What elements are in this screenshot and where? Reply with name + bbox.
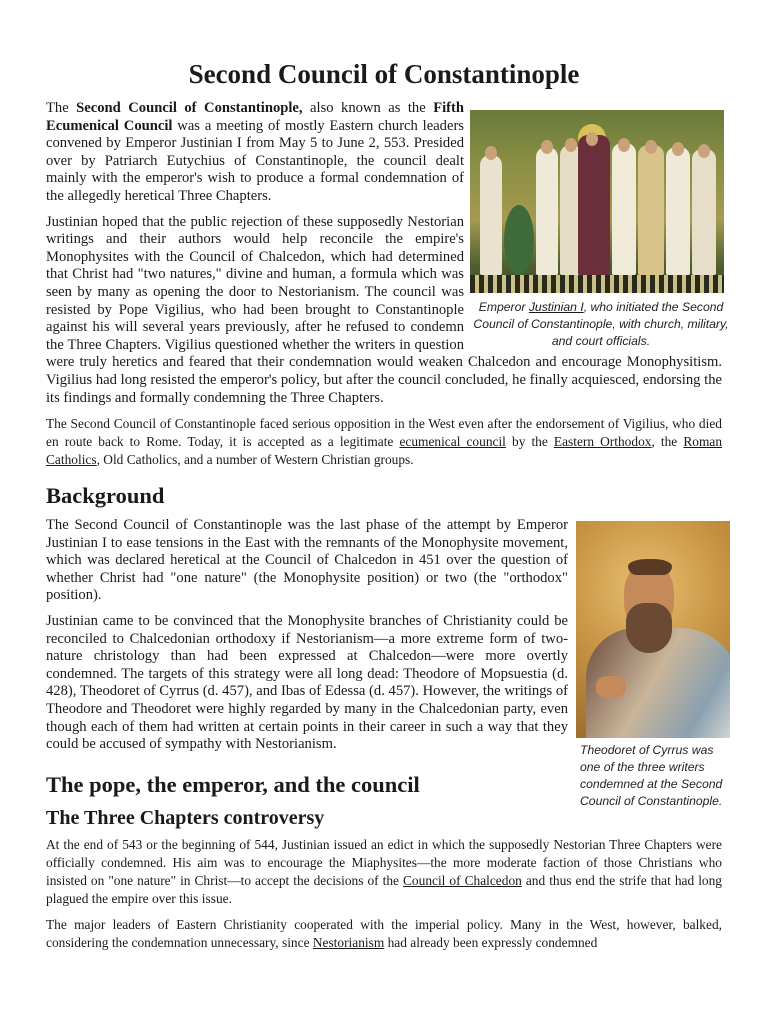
theodoret-portrait-image [576,521,730,738]
three-chapters-paragraph-1: At the end of 543 or the beginning of 544, Justinian issued an edict in which the supposedly Nestorian Three Chapters were officially condemned. His aim was to encourage the Miaphysites—the more moderate faction of those Christians who insisted on "one nature" in Christ—to accept the decisions of the Council of Chalcedon and thus end the strife that had long plagued the empire over this issue. [46,836,722,906]
background-heading: Background [46,483,165,509]
three-chapters-subheading: The Three Chapters controversy [46,806,325,829]
justinian-figure [470,110,732,350]
theodoret-figure [576,521,730,810]
theodoret-figure-caption: Theodoret of Cyrrus was one of the three writers condemned at the Second Council of Constantinople. [580,743,723,809]
intro-paragraph-3: The Second Council of Constantinople faced serious opposition in the West even after the endorsement of Vigilius, who died en route back to Rome. Today, it is accepted as a legitimate ecumenical council by the Eastern Orthodox, the Roman Catholics, Old Catholics, and a number of Western Christian groups. [46,416,723,468]
council-of-chalcedon-link[interactable]: Council of Chalcedon [403,872,522,888]
document-page [46,0,729,960]
intro-paragraph-1: The Second Council of Constantinople, also known as the Fifth Ecumenical Council was a meeting of mostly Eastern church leaders convened by Emperor Justinian I from May 5 to June 2, 553. Presided over by Patriarch Eutychius of Constantinople, the council dealt mainly with the emperor's wish to produce a formal condemnation of the allegedly heretical Three Chapters. [46,100,464,204]
nestorianism-link[interactable]: Nestorianism [312,934,385,950]
ecumenical-council-link[interactable]: ecumenical council [399,434,506,450]
roman-catholics-link[interactable]: Roman Catholics [46,434,723,468]
three-chapters-paragraph-2: The major leaders of Eastern Christianity cooperated with the imperial policy. Many in the West, however, balked, considering the condemnation unnecessary, since Nestorianism had already been expressly condemned [46,916,722,950]
intro-paragraph-2: Justinian hoped that the public rejection of these supposedly Nestorian writings and their authors would help reconcile the empire's Monophysites with the Council of Chalcedon, which had determined that Christ had "two natures," divine and human, a formula which was seen by many as opening the door to Nestorianism. The council was resisted by Pope Vigilius, who had been brought to Constantinople against his will several years previously, after he refused to condemn the Three Chapters. Vigilius questioned whether the writers in question were truly heretics and feared that their condemnation would weaken Chalcedon and encourage Monophysitism. Vigilius had long resisted the emperor's policy, but after the council concluded, he finally acquiesced, endorsing the its findings and formally condemning the Three Chapters. [46,213,722,406]
pope-emperor-council-heading: The pope, the emperor, and the council [46,771,420,797]
background-paragraph-1: The Second Council of Constantinople was the last phase of the attempt by Emperor Justinian I to ease tensions in the East with the remnants of the Monophysite movement, which was declared heretical at the Council of Chalcedon in 451 over the question of whether Christ had "one nature" (the Monophysite position) or two (the "orthodox" position). [46,517,568,604]
justinian-figure-caption: Emperor Justinian I, who initiated the Second Council of Constantinople, with church, military, and court officials. [473,300,729,348]
background-paragraph-2: Justinian came to be convinced that the Monophysite branches of Christianity could be reconciled to Chalcedonian orthodoxy if Nestorianism—a more extreme form of two-nature christology than had been expressed at Chalcedon—were more overtly condemned. The targets of this strategy were all long dead: Theodore of Mopsuestia (d. 428), Theodoret of Cyrrus (d. 457), and Ibas of Edessa (d. 457). However, the writings of Theodore and Theodoret were highly regarded by many in the Chalcedonian party, even though each of them had written at certain points in their career in such a way that they could be accused of sympathy with Nestorianism. [46,613,568,753]
eastern-orthodox-link[interactable]: Eastern Orthodox [553,434,652,450]
justinian-link[interactable]: Justinian I [528,300,584,314]
justinian-mosaic-image [470,110,724,293]
page-title: Second Council of Constantinople [188,59,580,89]
